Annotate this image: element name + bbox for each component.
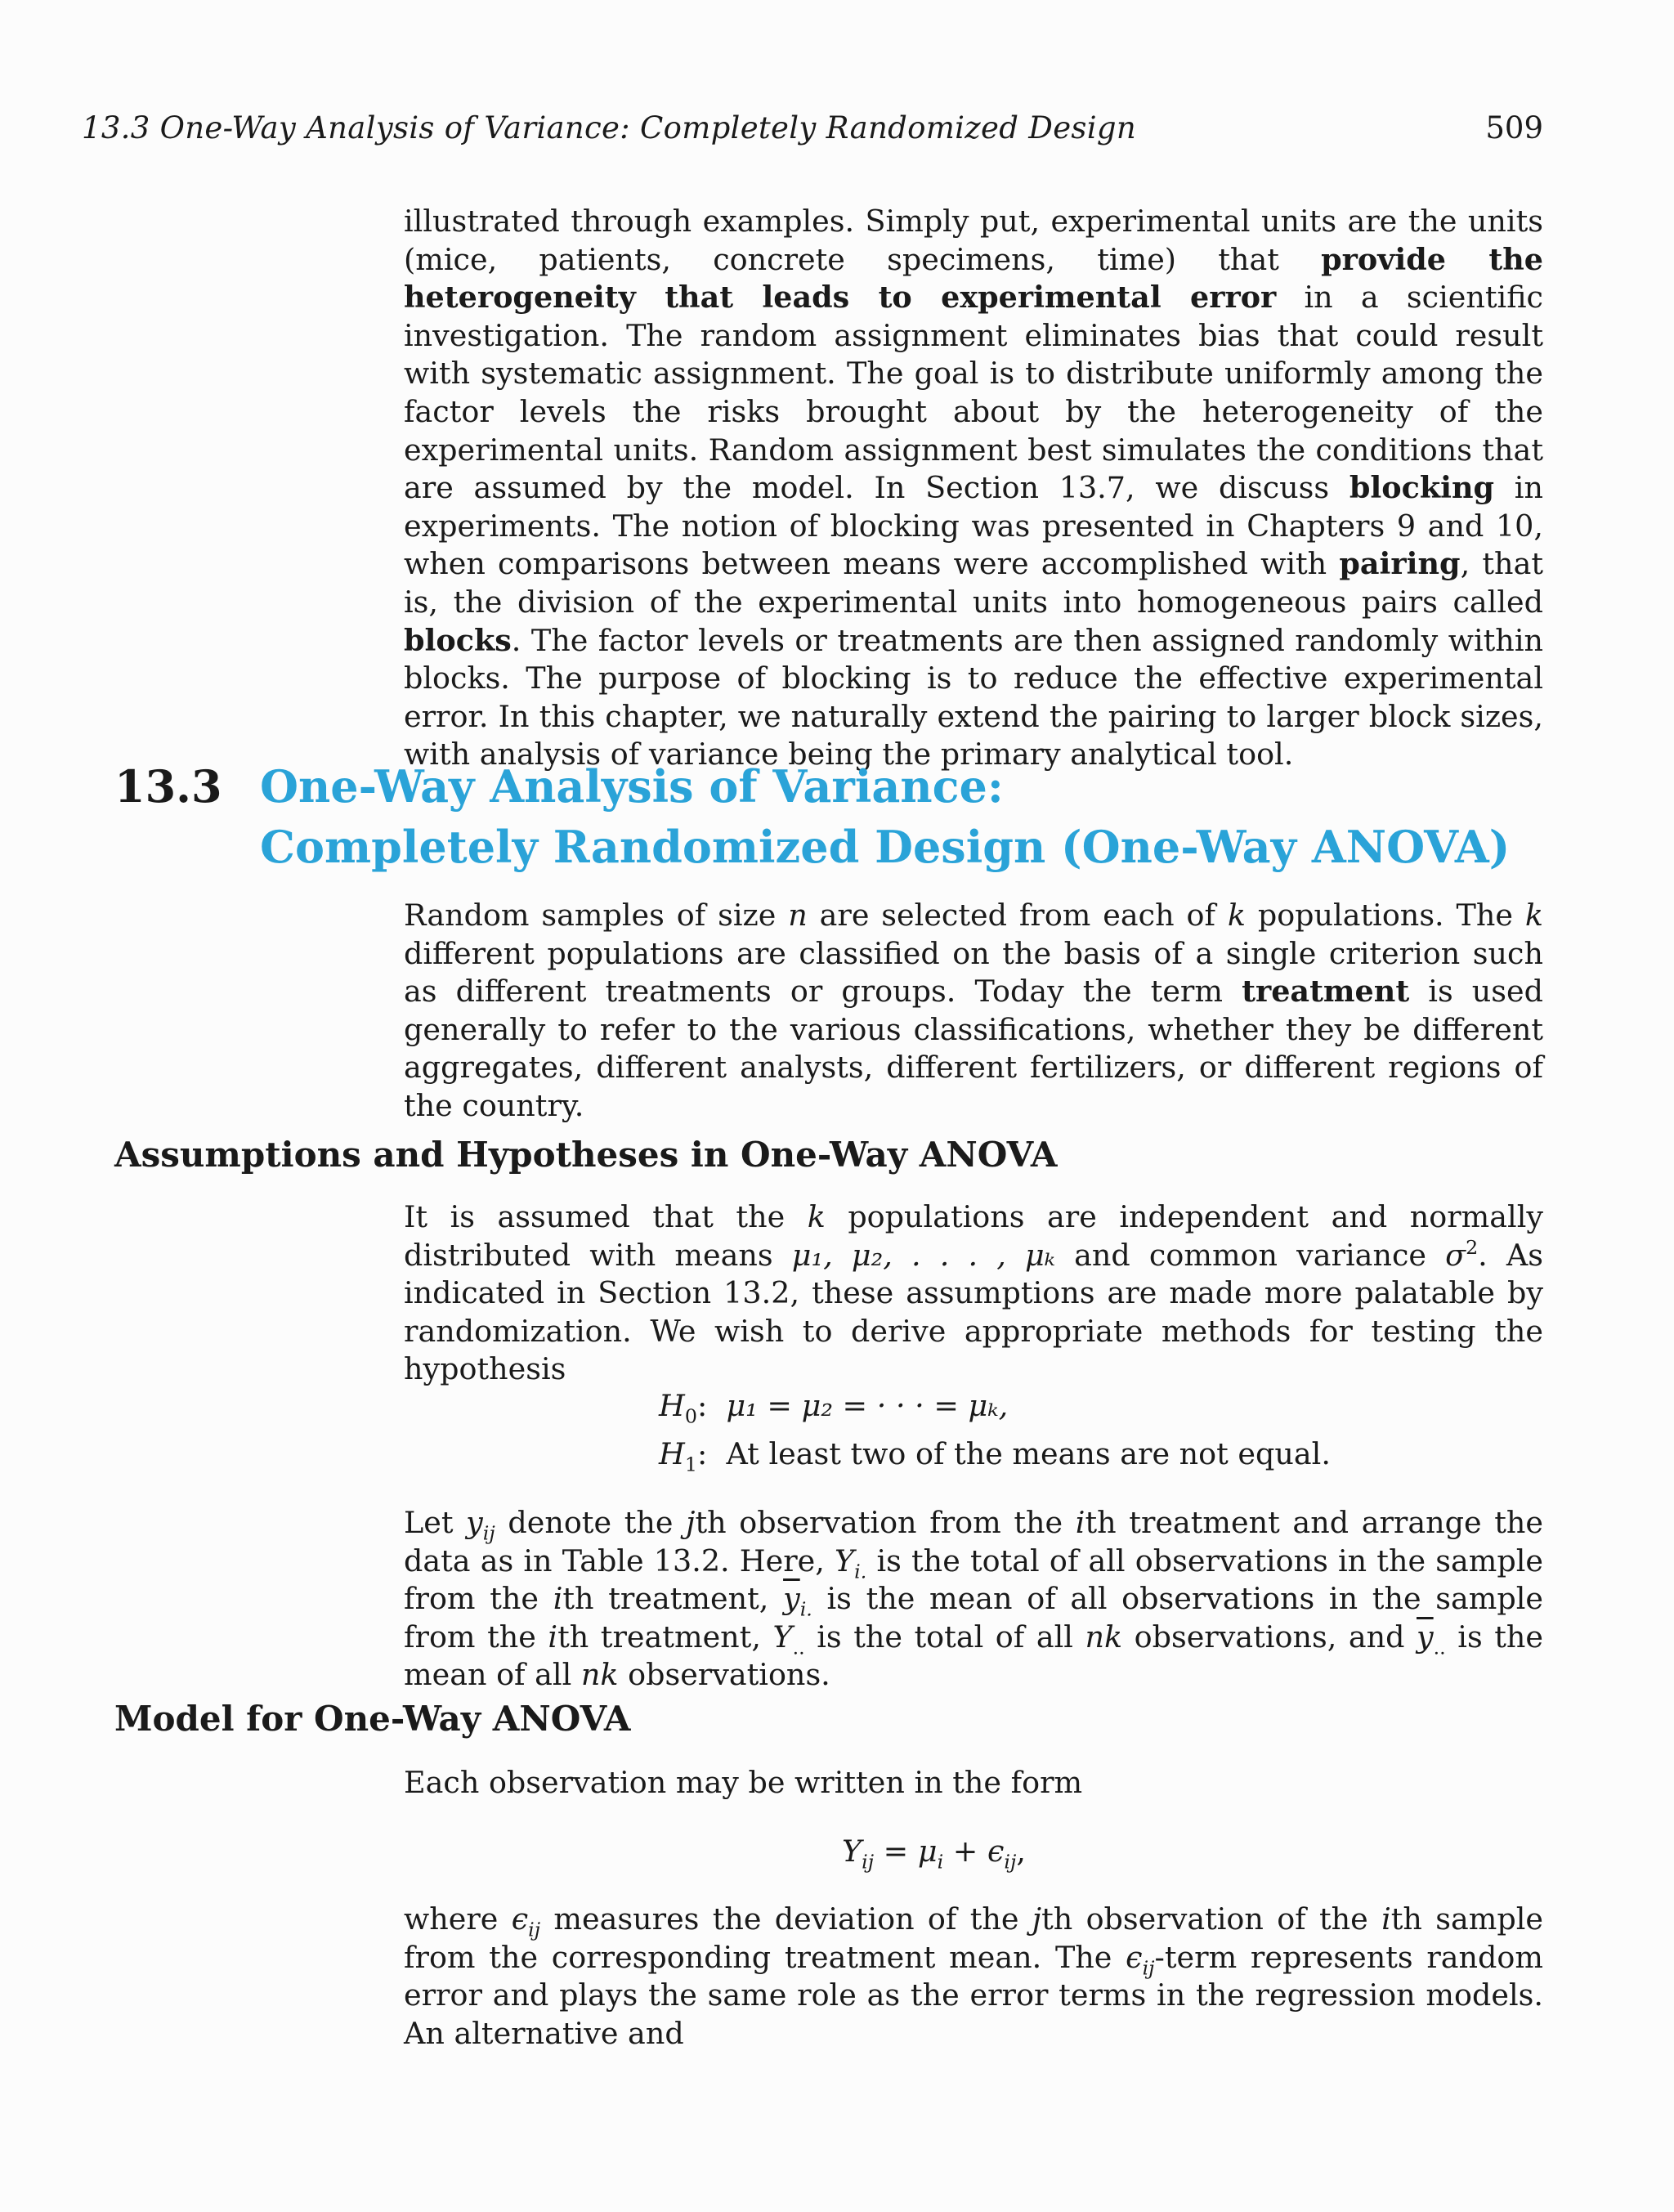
- section-title: [260, 756, 1510, 877]
- section-title-line-1: One-Way Analysis of Variance:: [260, 760, 1004, 813]
- model-equation: $Y_{ij} = \mu_i + \epsilon_{ij}$,: [842, 1834, 1026, 1874]
- assumptions-paragraph: It is assumed that the k populations are independent and normally distributed with means μ₁, μ₂, . . . , μₖ and common variance $\sigma^2$. As indicated in Section 13.2, these assumptions are made more palatable by randomization. We wish to derive appropriate methods for testing the hypothesis: [404, 1199, 1543, 1387]
- hypothesis-h1: $H_1$: At least two of the means are not equal.: [659, 1436, 1331, 1476]
- hypothesis-h0: $H_0$: μ₁ = μ₂ = · · · = μₖ,: [659, 1388, 1009, 1428]
- intro-paragraph: illustrated through examples. Simply put, experimental units are the units (mice, patients, concrete specimens, time) that provide the heterogeneity that leads to experimental error in a scientific investigation. The random assignment eliminates bias that could result with systematic assignment. The goal is to distribute uniformly among the factor levels the risks brought about by the heterogeneity of the experimental units. Random assignment best simulates the conditions that are assumed by the model. In Section 13.7, we discuss blocking in experiments. The notion of blocking was presented in Chapters 9 and 10, when comparisons between means were accomplished with pairing, that is, the division of the experimental units into homogeneous pairs called blocks. The factor levels or treatments are then assigned randomly within blocks. The purpose of blocking is to reduce the effective experimental error. In this chapter, we naturally extend the pairing to larger block sizes, with analysis of variance being the primary analytical tool.: [404, 204, 1543, 772]
- notation-paragraph: Let $y_{ij}$ denote the jth observation from the ith treatment and arrange the data as in Table 13.2. Here, $Y_{i.}$ is the total of all observations in the sample from the ith treatment, $\overline{y}_{i.}$ is the mean of all observations in the sample from the ith treatment, $Y_{..}$ is the total of all nk observations, and $\overline{y}_{..}$ is the mean of all nk observations.: [404, 1505, 1543, 1693]
- page-number: 509: [1485, 110, 1543, 146]
- section-paragraph: Random samples of size n are selected from each of k populations. The k different populations are classified on the basis of a single criterion such as different treatments or groups. Today the term treatment is used generally to refer to the various classifications, whether they be different aggregates, different analysts, different fertilizers, or different regions of the country.: [404, 898, 1543, 1123]
- model-intro: Each observation may be written in the form: [404, 1765, 1083, 1800]
- section-title-line-2: Completely Randomized Design (One-Way ANOVA): [260, 821, 1511, 873]
- model-paragraph: where $\epsilon_{ij}$ measures the deviation of the jth observation of the ith sample from the corresponding treatment mean. The $\epsilon_{ij}$-term represents random error and plays the same role as the error terms in the regression models. An alternative and: [404, 1901, 1544, 2051]
- running-head: [82, 110, 1543, 153]
- section-number: 13.3: [114, 760, 222, 813]
- subsection-heading-assumptions: Assumptions and Hypotheses in One-Way ANOVA: [114, 1135, 1058, 1175]
- running-head-title: 13.3 One-Way Analysis of Variance: Completely Randomized Design: [82, 110, 1136, 146]
- subsection-heading-model: Model for One-Way ANOVA: [114, 1699, 631, 1739]
